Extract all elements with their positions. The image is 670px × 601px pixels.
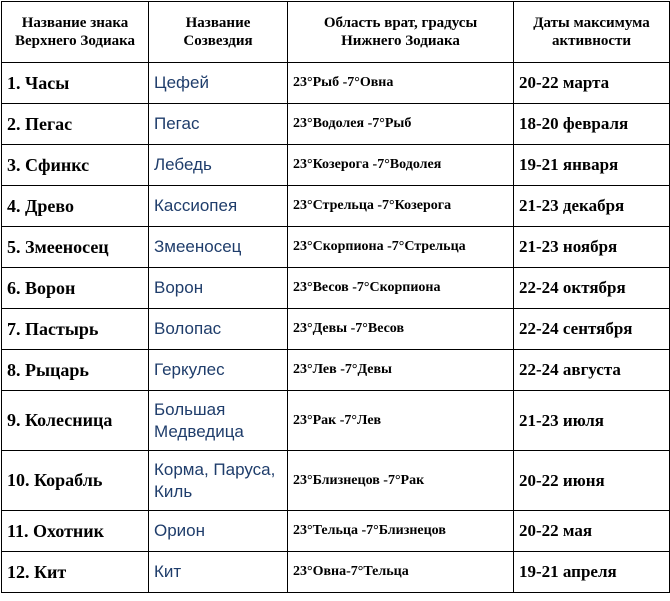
sign-cell: 8. Рыцарь <box>2 350 149 391</box>
sign-cell: 7. Пастырь <box>2 309 149 350</box>
gate-cell: 23°Близнецов -7°Рак <box>288 451 514 511</box>
dates-cell: 22-24 августа <box>514 350 670 391</box>
gate-cell: 23°Девы -7°Весов <box>288 309 514 350</box>
sign-cell: 3. Сфинкс <box>2 145 149 186</box>
dates-cell: 19-21 апреля <box>514 552 670 593</box>
sign-cell: 10. Корабль <box>2 451 149 511</box>
table-row <box>2 511 670 552</box>
gate-cell: 23°Стрельца -7°Козерога <box>288 186 514 227</box>
constellation-cell: Кит <box>149 552 288 593</box>
sign-cell: 5. Змееносец <box>2 227 149 268</box>
constellation-cell: Пегас <box>149 104 288 145</box>
gate-cell: 23°Рак -7°Лев <box>288 391 514 451</box>
header-constellation: Название Созвездия <box>149 2 288 63</box>
gate-cell: 23°Скорпиона -7°Стрельца <box>288 227 514 268</box>
table-row <box>2 186 670 227</box>
table-row <box>2 391 670 451</box>
table-row <box>2 451 670 511</box>
gate-cell: 23°Рыб -7°Овна <box>288 63 514 104</box>
gate-cell: 23°Тельца -7°Близнецов <box>288 511 514 552</box>
constellation-cell: Геркулес <box>149 350 288 391</box>
dates-cell: 18-20 февраля <box>514 104 670 145</box>
constellation-cell: Орион <box>149 511 288 552</box>
header-dates: Даты максимума активности <box>514 2 670 63</box>
gate-cell: 23°Лев -7°Девы <box>288 350 514 391</box>
header-gate: Область врат, градусы Нижнего Зодиака <box>288 2 514 63</box>
gate-cell: 23°Водолея -7°Рыб <box>288 104 514 145</box>
dates-cell: 20-22 июня <box>514 451 670 511</box>
table-row <box>2 309 670 350</box>
table-row <box>2 145 670 186</box>
gate-cell: 23°Козерога -7°Водолея <box>288 145 514 186</box>
table-row <box>2 268 670 309</box>
table-row <box>2 552 670 593</box>
sign-cell: 9. Колесница <box>2 391 149 451</box>
constellation-cell: Большая Медведица <box>149 391 288 451</box>
sign-cell: 12. Кит <box>2 552 149 593</box>
dates-cell: 21-23 июля <box>514 391 670 451</box>
gate-cell: 23°Весов -7°Скорпиона <box>288 268 514 309</box>
table-row <box>2 227 670 268</box>
constellation-cell: Корма, Паруса, Киль <box>149 451 288 511</box>
dates-cell: 21-23 ноября <box>514 227 670 268</box>
header-sign: Название знака Верхнего Зодиака <box>2 2 149 63</box>
constellation-cell: Ворон <box>149 268 288 309</box>
table-row <box>2 63 670 104</box>
dates-cell: 21-23 декабря <box>514 186 670 227</box>
table-row <box>2 104 670 145</box>
header-row <box>2 2 670 63</box>
sign-cell: 6. Ворон <box>2 268 149 309</box>
constellation-cell: Змееносец <box>149 227 288 268</box>
sign-cell: 11. Охотник <box>2 511 149 552</box>
constellation-cell: Цефей <box>149 63 288 104</box>
gate-cell: 23°Овна-7°Тельца <box>288 552 514 593</box>
table-row <box>2 350 670 391</box>
sign-cell: 2. Пегас <box>2 104 149 145</box>
zodiac-table <box>1 1 670 593</box>
dates-cell: 20-22 мая <box>514 511 670 552</box>
sign-cell: 4. Древо <box>2 186 149 227</box>
constellation-cell: Лебедь <box>149 145 288 186</box>
constellation-cell: Волопас <box>149 309 288 350</box>
dates-cell: 20-22 марта <box>514 63 670 104</box>
dates-cell: 22-24 сентября <box>514 309 670 350</box>
dates-cell: 22-24 октября <box>514 268 670 309</box>
dates-cell: 19-21 января <box>514 145 670 186</box>
constellation-cell: Кассиопея <box>149 186 288 227</box>
sign-cell: 1. Часы <box>2 63 149 104</box>
